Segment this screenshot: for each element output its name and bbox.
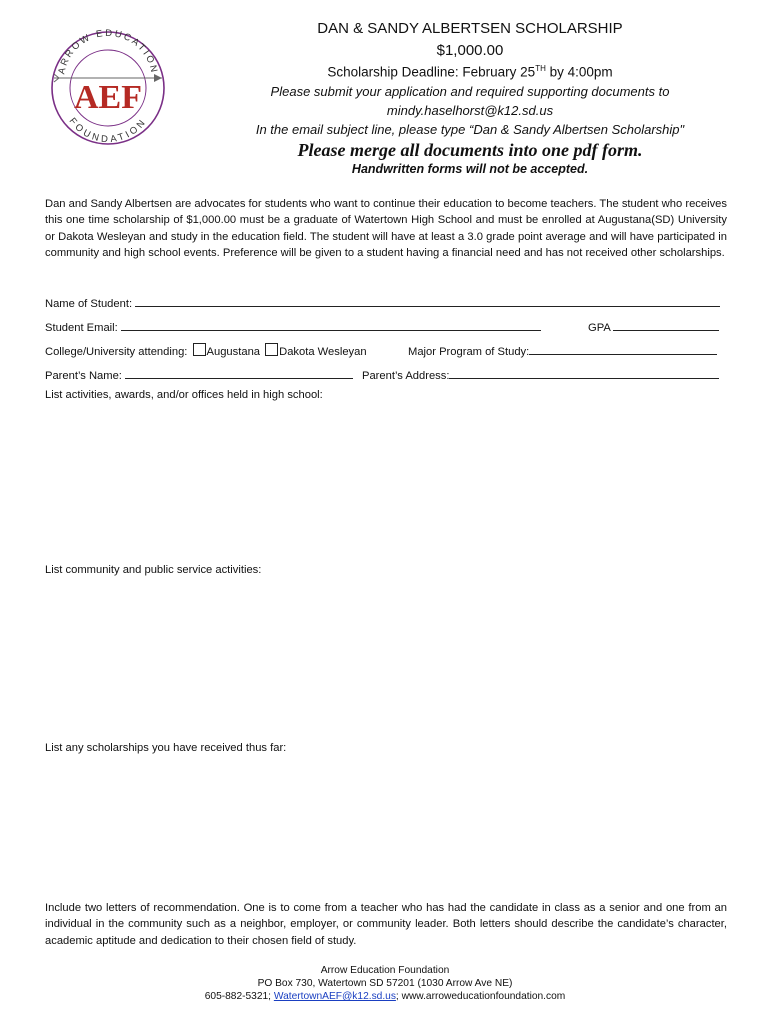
email-field[interactable] [121,319,541,331]
parent-address-label: Parent’s Address: [362,370,450,382]
parent-name-row [45,367,353,382]
name-field[interactable] [135,295,720,307]
deadline-prefix: Scholarship Deadline: February 25 [327,64,536,80]
svg-text:AEF: AEF [74,79,142,116]
footer-contact [0,990,770,1003]
gpa-field[interactable] [613,319,719,331]
parent-name-label: Parent’s Name: [45,370,122,382]
scholarship-amount: $1,000.00 [436,42,504,59]
footer-org: Arrow Education Foundation [320,965,450,976]
email-label: Student Email: [45,322,118,334]
subject-instructions: In the email subject line, please type “Dan & Sandy Albertsen Scholarship" [255,122,685,137]
augustana-label: Augustana [206,346,261,358]
major-label: Major Program of Study: [408,346,530,358]
handwritten-note: Handwritten forms will not be accepted. [351,162,589,176]
community-answer-area[interactable] [45,581,727,731]
major-field[interactable] [529,343,717,355]
deadline-suffix: by 4:00pm [545,64,613,80]
svg-text:FOUNDATION: FOUNDATION [66,115,150,146]
footer-email-link[interactable]: WatertownAEF@k12.sd.us [273,991,396,1002]
footer-phone: 605-882-5321; [204,991,274,1002]
name-label: Name of Student: [45,298,133,310]
deadline-line [180,64,760,80]
aef-logo [48,18,168,158]
college-label: College/University attending: [45,346,188,358]
scholarships-answer-area[interactable] [45,759,727,889]
merge-note: Please merge all documents into one pdf form. [297,140,643,160]
gpa-label: GPA [588,322,611,334]
dakota-wesleyan-checkbox[interactable] [265,343,278,356]
recommendation-paragraph: Include two letters of recommendation. One is to come from a teacher who has had the candidate in class as a senior and one from an individual in the community such as a neighbor, employer, or community leader. Both letters should describe the candidate’s character, academic aptitude and dedication to their chosen field of study. [45,902,727,947]
submit-email: mindy.haselhorst@k12.sd.us [386,103,554,118]
activities-prompt: List activities, awards, and/or offices held in high school: [45,389,323,401]
community-prompt: List community and public service activities: [45,564,262,576]
major-row [408,343,717,358]
scholarship-title: DAN & SANDY ALBERTSEN SCHOLARSHIP [317,20,623,37]
footer-website: ; www.arroweducationfoundation.com [395,991,566,1002]
email-row [45,319,541,334]
footer-address: PO Box 730, Watertown SD 57201 (1030 Arrow Ave NE) [257,978,513,989]
dakota-wesleyan-label: Dakota Wesleyan [279,346,367,358]
svg-text:ARROW EDUCATION: ARROW EDUCATION [56,27,160,76]
college-row [45,343,367,358]
gpa-row [588,319,719,334]
deadline-sup: TH [535,64,546,73]
activities-answer-area[interactable] [45,406,727,556]
parent-address-row [362,367,719,382]
parent-address-field[interactable] [449,367,719,379]
submit-instructions: Please submit your application and required supporting documents to [270,84,670,99]
scholarships-prompt: List any scholarships you have received thus far: [45,742,287,754]
intro-paragraph: Dan and Sandy Albertsen are advocates for students who want to continue their education to become teachers. The student who receives this one time scholarship of $1,000.00 must be a graduate of Watertown High School and must be enrolled at Augustana(SD) University or Dakota Wesleyan and study in the education field. The student will have at least a 3.0 grade point average and will have participated in community and high school events. Preference will be given to a student having a financial need and has not received other scholarships. [45,198,727,260]
parent-name-field[interactable] [125,367,353,379]
augustana-checkbox[interactable] [193,343,206,356]
name-row [45,295,720,310]
